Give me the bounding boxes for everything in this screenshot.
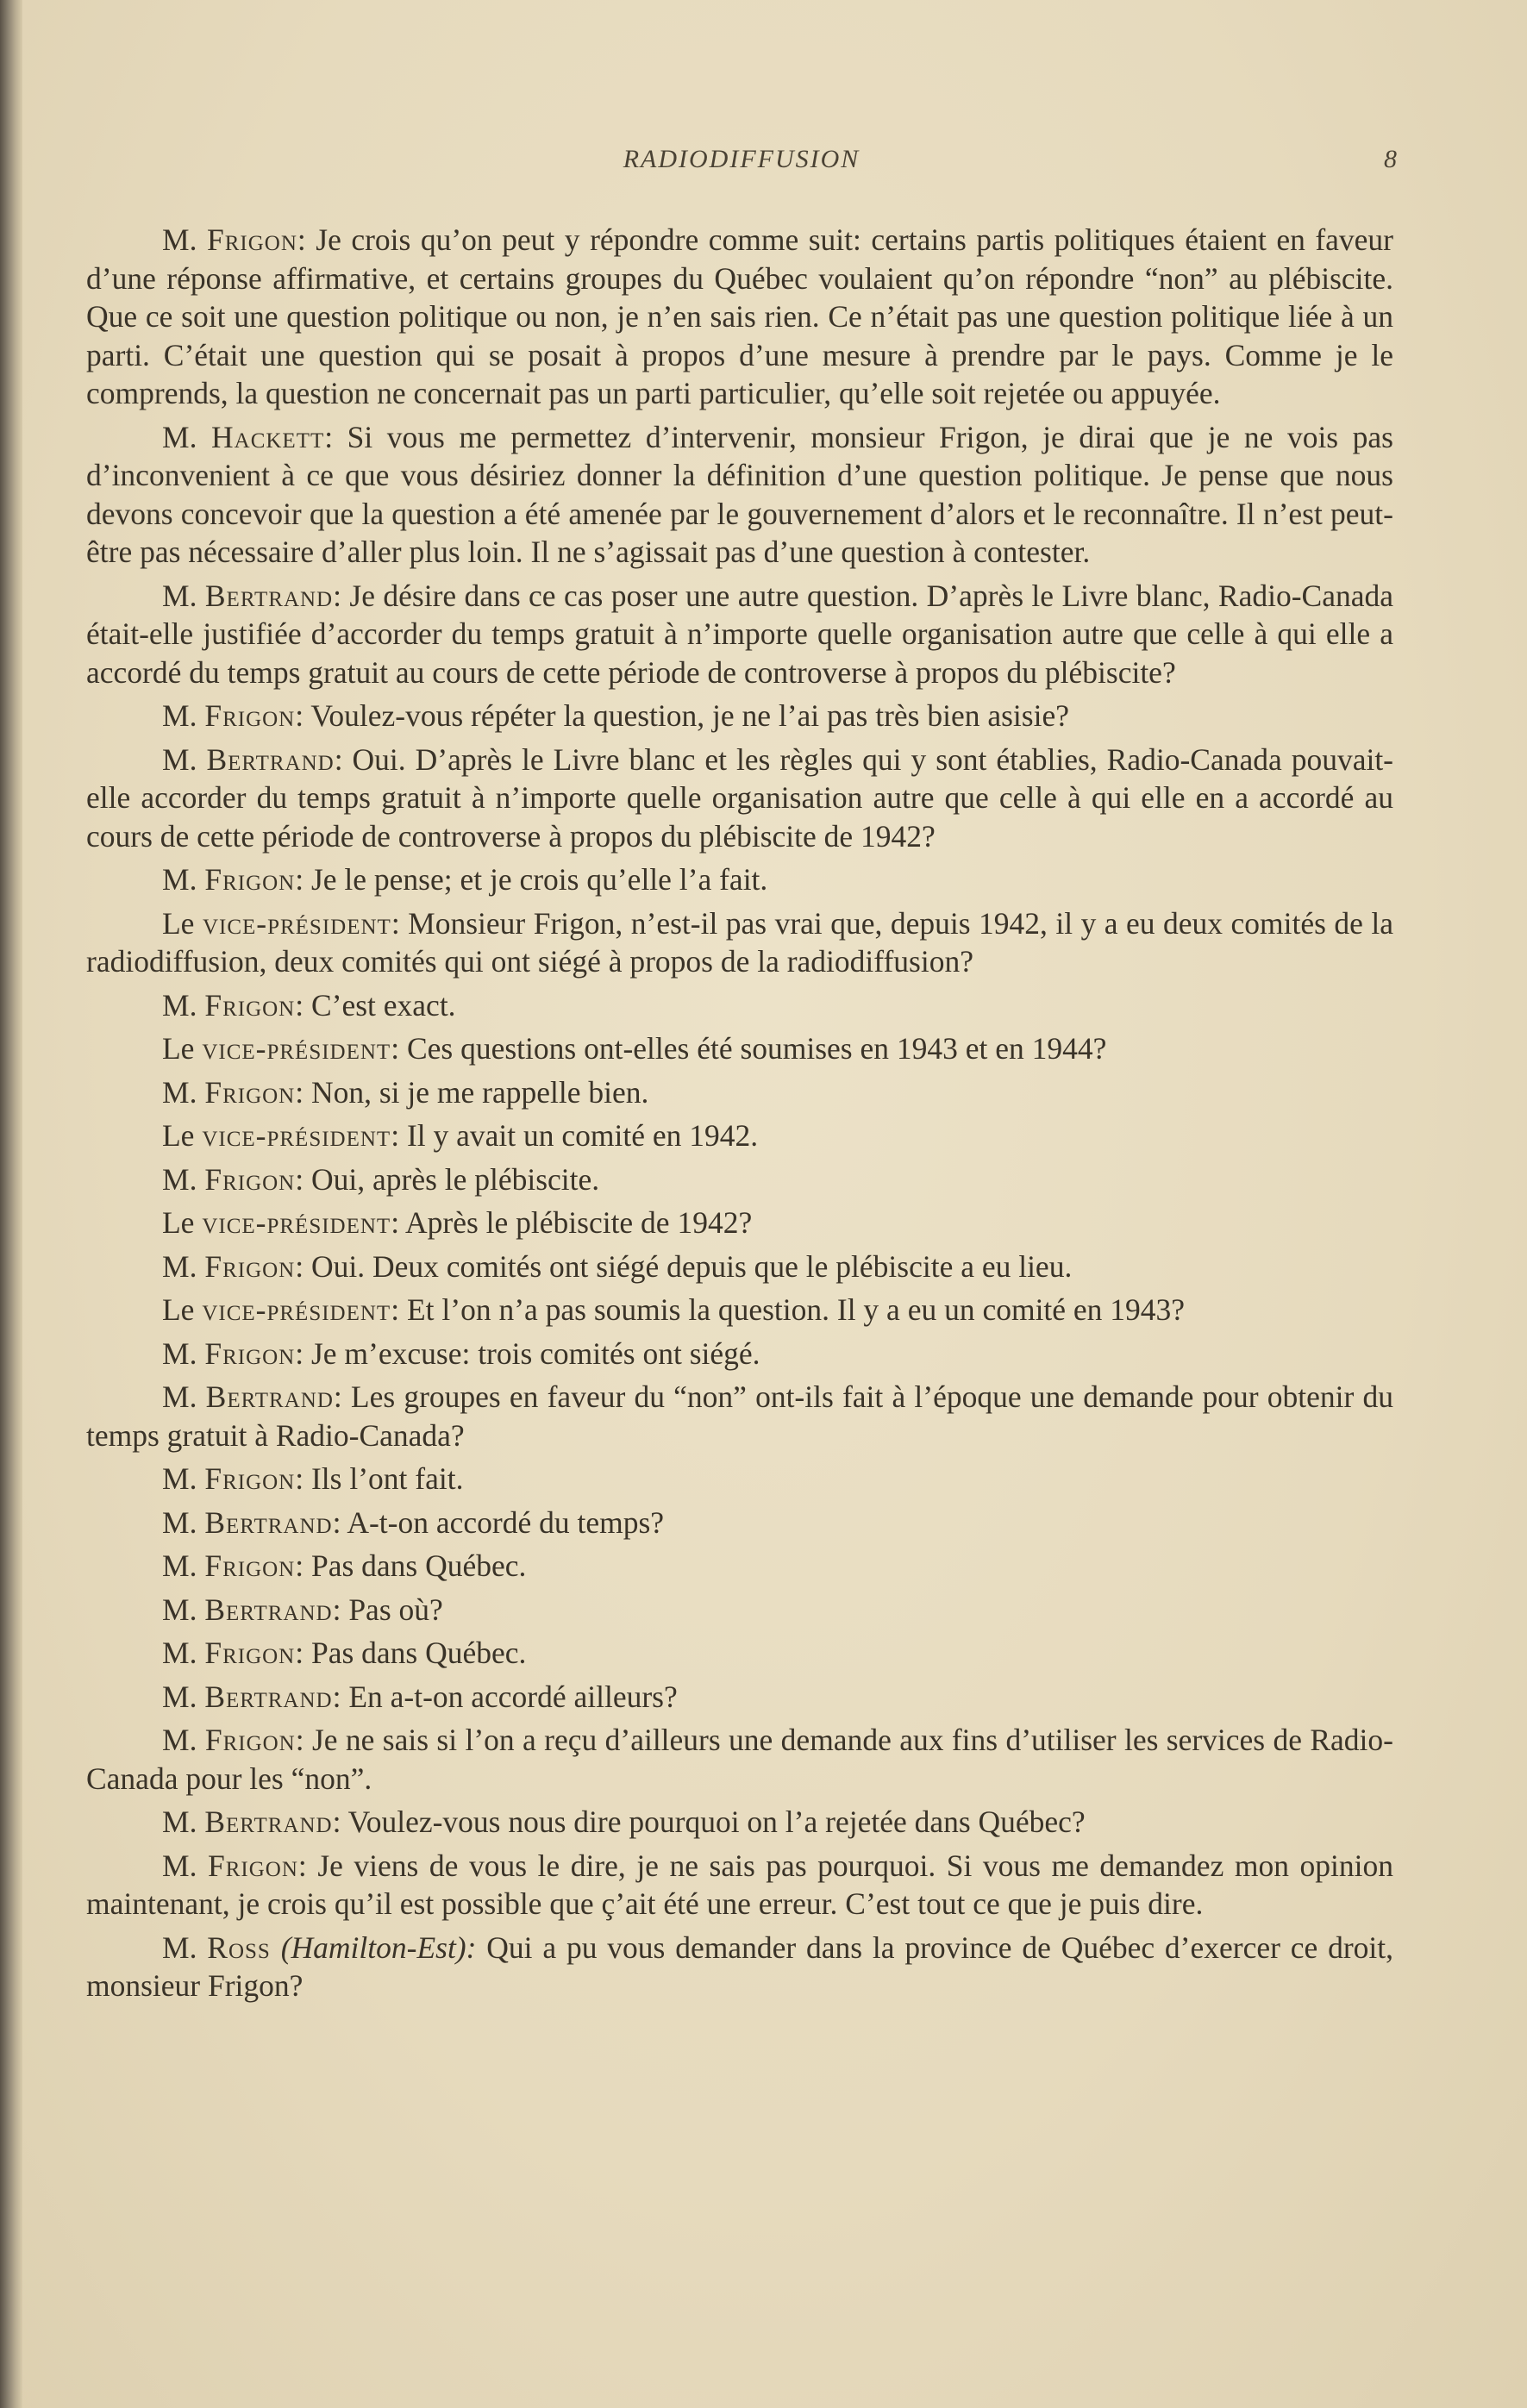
transcript-paragraph bbox=[86, 1634, 1393, 1673]
speaker-separator: : bbox=[295, 1074, 311, 1110]
speaker-title: M. bbox=[162, 1636, 197, 1670]
speaker-separator: : bbox=[297, 222, 316, 257]
speaker-separator: : bbox=[391, 1292, 407, 1327]
speech-text: Oui. Deux comités ont siégé depuis que le plébiscite a eu lieu. bbox=[310, 1248, 1073, 1284]
speaker-title: Le bbox=[162, 1292, 195, 1327]
speaker-separator: : bbox=[391, 1031, 407, 1066]
speech-text: Ces questions ont-elles été soumises en 1943 et en 1944? bbox=[406, 1031, 1107, 1066]
transcript-paragraph bbox=[86, 986, 1393, 1025]
speaker-title: M. bbox=[162, 1804, 197, 1839]
speech-text: Pas dans Québec. bbox=[310, 1636, 527, 1670]
speaker-name: Frigon bbox=[204, 1548, 296, 1583]
speech-text: Les groupes en faveur du “non” ont-ils fait à l’époque une demande pour obtenir du temps gratuit à Radio-Canada? bbox=[86, 1379, 1394, 1453]
speaker-name: Frigon bbox=[204, 1335, 296, 1371]
speaker-title: M. bbox=[162, 1592, 197, 1627]
speaker-name: vice-président bbox=[202, 905, 391, 941]
transcript-paragraph bbox=[86, 741, 1393, 856]
transcript-paragraph bbox=[86, 1847, 1393, 1923]
speaker-separator: : bbox=[391, 1118, 407, 1153]
speaker-name: Frigon bbox=[208, 1848, 298, 1883]
speech-text: Pas dans Québec. bbox=[310, 1548, 527, 1583]
speaker-title: M. bbox=[162, 1461, 197, 1496]
speaker-title: Le bbox=[162, 1205, 195, 1240]
speaker-name: Frigon bbox=[204, 1161, 296, 1197]
speaker-name: Bertrand bbox=[204, 578, 334, 613]
speaker-separator: : bbox=[295, 1335, 311, 1371]
speaker-separator: : bbox=[332, 1592, 349, 1627]
speech-text: En a-t-on accordé ailleurs? bbox=[348, 1679, 678, 1714]
speech-text: Voulez-vous répéter la question, je ne l’ai pas très bien asisie? bbox=[310, 698, 1069, 733]
transcript-paragraph bbox=[86, 1721, 1393, 1798]
transcript-paragraph bbox=[86, 221, 1393, 413]
speech-text: Je viens de vous le dire, je ne sais pas pourquoi. Si vous me demandez mon opinion maintenant, je crois qu’il est possible que ç’ait été une erreur. C’est tout ce que je puis dire. bbox=[86, 1848, 1393, 1921]
transcript-paragraph bbox=[86, 1248, 1393, 1286]
speaker-title: M. bbox=[162, 1930, 197, 1965]
transcript-paragraph bbox=[86, 1335, 1393, 1373]
speaker-separator: : bbox=[295, 1461, 311, 1496]
speaker-separator: : bbox=[333, 578, 350, 613]
speech-text: Pas où? bbox=[348, 1592, 443, 1627]
speaker-separator: : bbox=[332, 1504, 347, 1540]
transcript-paragraph bbox=[86, 904, 1393, 981]
speaker-title: M. bbox=[162, 1379, 197, 1414]
speaker-name: Bertrand bbox=[205, 1379, 334, 1414]
speech-text: Après le plébiscite de 1942? bbox=[405, 1205, 753, 1240]
speech-text: Oui, après le plébiscite. bbox=[310, 1161, 600, 1197]
speaker-title: M. bbox=[162, 419, 197, 454]
speech-text: Non, si je me rappelle bien. bbox=[310, 1074, 649, 1110]
speaker-name: Frigon bbox=[204, 1636, 296, 1670]
speaker-name: Bertrand bbox=[204, 1504, 333, 1540]
speaker-separator: : bbox=[332, 1679, 349, 1714]
speaker-title: M. bbox=[162, 1504, 197, 1540]
transcript-paragraph bbox=[86, 697, 1393, 735]
speaker-separator: : bbox=[295, 987, 311, 1023]
transcript-paragraph bbox=[86, 1291, 1393, 1329]
speaker-title: M. bbox=[162, 1848, 197, 1883]
speaker-name: vice-président bbox=[202, 1292, 391, 1327]
speaker-separator: : bbox=[324, 419, 347, 454]
speaker-title: M. bbox=[162, 1074, 197, 1110]
speaker-name: Frigon bbox=[204, 1461, 296, 1496]
transcript-paragraph bbox=[86, 1504, 1393, 1542]
transcript-paragraph bbox=[86, 1378, 1393, 1454]
transcript-paragraph bbox=[86, 1029, 1393, 1068]
transcript-paragraph bbox=[86, 1929, 1393, 2005]
speaker-separator: : bbox=[295, 1548, 311, 1583]
speech-text: Qui a pu vous demander dans la province de Québec d’exercer ce droit, monsieur Frigon? bbox=[86, 1930, 1394, 2003]
transcript-paragraph bbox=[86, 1460, 1393, 1498]
transcript-paragraph bbox=[86, 1073, 1393, 1112]
book-binding-edge bbox=[0, 0, 22, 2408]
speech-text: Oui. D’après le Livre blanc et les règles qui y sont établies, Radio-Canada pouvait-elle accorder du temps gratuit à n’importe quelle organisation autre que celle à qui elle en a accordé au cours de cette période de controverse à propos du plébiscite de 1942? bbox=[86, 741, 1394, 854]
speech-text: Je m’excuse: trois comités ont siégé. bbox=[310, 1335, 760, 1371]
speaker-title: M. bbox=[162, 698, 197, 733]
speaker-separator: : bbox=[295, 1723, 312, 1757]
speaker-separator: : bbox=[295, 698, 311, 733]
transcript-paragraph bbox=[86, 860, 1393, 899]
speaker-separator: : bbox=[333, 1379, 351, 1414]
speaker-separator: : bbox=[297, 1848, 318, 1883]
speaker-separator: : bbox=[466, 1930, 487, 1965]
speaker-name: Ross bbox=[207, 1930, 271, 1965]
speech-text: Et l’on n’a pas soumis la question. Il y a eu un comité en 1943? bbox=[406, 1292, 1186, 1327]
speaker-riding: (Hamilton-Est) bbox=[280, 1930, 466, 1965]
transcript-paragraph bbox=[86, 1160, 1393, 1199]
speaker-separator: : bbox=[391, 905, 409, 941]
speaker-separator: : bbox=[295, 1636, 311, 1670]
speaker-title: M. bbox=[162, 1548, 197, 1583]
speaker-title: M. bbox=[162, 222, 197, 257]
speaker-title: Le bbox=[162, 1031, 195, 1066]
transcript-paragraph bbox=[86, 1204, 1393, 1242]
running-title: RADIODIFFUSION bbox=[623, 145, 861, 173]
speaker-separator: : bbox=[334, 741, 353, 777]
speech-text: C’est exact. bbox=[310, 987, 456, 1023]
speaker-title: M. bbox=[162, 987, 197, 1023]
speaker-name: Frigon bbox=[204, 1074, 296, 1110]
transcript-body bbox=[86, 221, 1393, 2011]
speaker-name: Bertrand bbox=[204, 1804, 333, 1839]
speaker-name: Bertrand bbox=[204, 1592, 333, 1627]
speaker-title: Le bbox=[162, 905, 195, 941]
speaker-title: M. bbox=[162, 741, 197, 777]
speaker-separator: : bbox=[332, 1804, 348, 1839]
speech-text: Monsieur Frigon, n’est-il pas vrai que, depuis 1942, il y a eu deux comités de la radiodiffusion, deux comités qui ont siégé à propos de la radiodiffusion? bbox=[86, 905, 1393, 979]
speaker-name: Frigon bbox=[204, 1248, 296, 1284]
speaker-name: vice-président bbox=[202, 1118, 391, 1153]
speech-text: Il y avait un comité en 1942. bbox=[406, 1118, 759, 1153]
transcript-paragraph bbox=[86, 1803, 1393, 1842]
speaker-name: Bertrand bbox=[204, 1679, 333, 1714]
speech-text: Je ne sais si l’on a reçu d’ailleurs une demande aux fins d’utiliser les services de Radio-Canada pour les “non”. bbox=[86, 1723, 1393, 1796]
speaker-name: Frigon bbox=[204, 698, 296, 733]
speaker-title: M. bbox=[162, 1723, 197, 1757]
speech-text: Voulez-vous nous dire pourquoi on l’a rejetée dans Québec? bbox=[347, 1804, 1086, 1839]
transcript-paragraph bbox=[86, 1678, 1393, 1717]
transcript-paragraph bbox=[86, 1547, 1393, 1586]
speaker-name: Hackett bbox=[211, 419, 325, 454]
speaker-title: M. bbox=[162, 1679, 197, 1714]
speaker-title: M. bbox=[162, 1161, 197, 1197]
speaker-name: Frigon bbox=[204, 862, 296, 897]
speaker-name: Bertrand bbox=[206, 741, 335, 777]
speaker-title: M. bbox=[162, 578, 197, 613]
speaker-title: M. bbox=[162, 862, 197, 897]
speech-text: A-t-on accordé du temps? bbox=[347, 1504, 665, 1540]
transcript-paragraph bbox=[86, 1116, 1393, 1155]
speech-text: Je désire dans ce cas poser une autre question. D’après le Livre blanc, Radio-Canada était-elle justifiée d’accorder du temps gratuit à n’importe quelle organisation autre que celle à qui elle a accordé du temps gratuit au cours de cette période de controverse à propos du plébiscite? bbox=[86, 578, 1393, 690]
speaker-name: Frigon bbox=[204, 987, 296, 1023]
speaker-name: Frigon bbox=[206, 222, 297, 257]
speaker-separator: : bbox=[295, 862, 311, 897]
page-header bbox=[86, 145, 1397, 183]
speaker-name: vice-président bbox=[202, 1205, 391, 1240]
transcript-paragraph bbox=[86, 577, 1393, 692]
transcript-paragraph bbox=[86, 1591, 1393, 1629]
speech-text: Je le pense; et je crois qu’elle l’a fait. bbox=[310, 862, 768, 897]
speaker-separator: : bbox=[391, 1205, 405, 1240]
speaker-title: M. bbox=[162, 1335, 197, 1371]
page-number: 8 bbox=[1384, 145, 1397, 173]
speaker-title: Le bbox=[162, 1118, 195, 1153]
transcript-paragraph bbox=[86, 418, 1393, 572]
speaker-separator: : bbox=[295, 1248, 311, 1284]
speaker-title: M. bbox=[162, 1248, 197, 1284]
speech-text: Ils l’ont fait. bbox=[310, 1461, 464, 1496]
speaker-name: vice-président bbox=[202, 1031, 391, 1066]
speech-text: Si vous me permettez d’intervenir, monsieur Frigon, je dirai que je ne vois pas d’inconvenient à ce que vous désiriez donner la définition d’une question politique. Je pense que nous devons concevoir que la question a été amenée par le gouvernement d’alors et le reconnaître. Il n’est peut-être pas nécessaire d’aller plus loin. Il ne s’agissait pas d’une question à contester. bbox=[86, 419, 1393, 569]
speech-text: Je crois qu’on peut y répondre comme suit: certains partis politiques étaient en faveur d’une réponse affirmative, et certains groupes du Québec voulaient qu’on répondre “non” au plébiscite. Que ce soit une question politique ou non, je n’en sais rien. Ce n’était pas une question politique liée à un parti. C’était une question qui se posait à propos d’une mesure à prendre par le pays. Comme je le comprends, la question ne concernait pas un parti particulier, qu’elle soit rejetée ou appuyée. bbox=[86, 222, 1393, 410]
speaker-separator: : bbox=[295, 1161, 311, 1197]
speaker-name: Frigon bbox=[204, 1723, 296, 1757]
